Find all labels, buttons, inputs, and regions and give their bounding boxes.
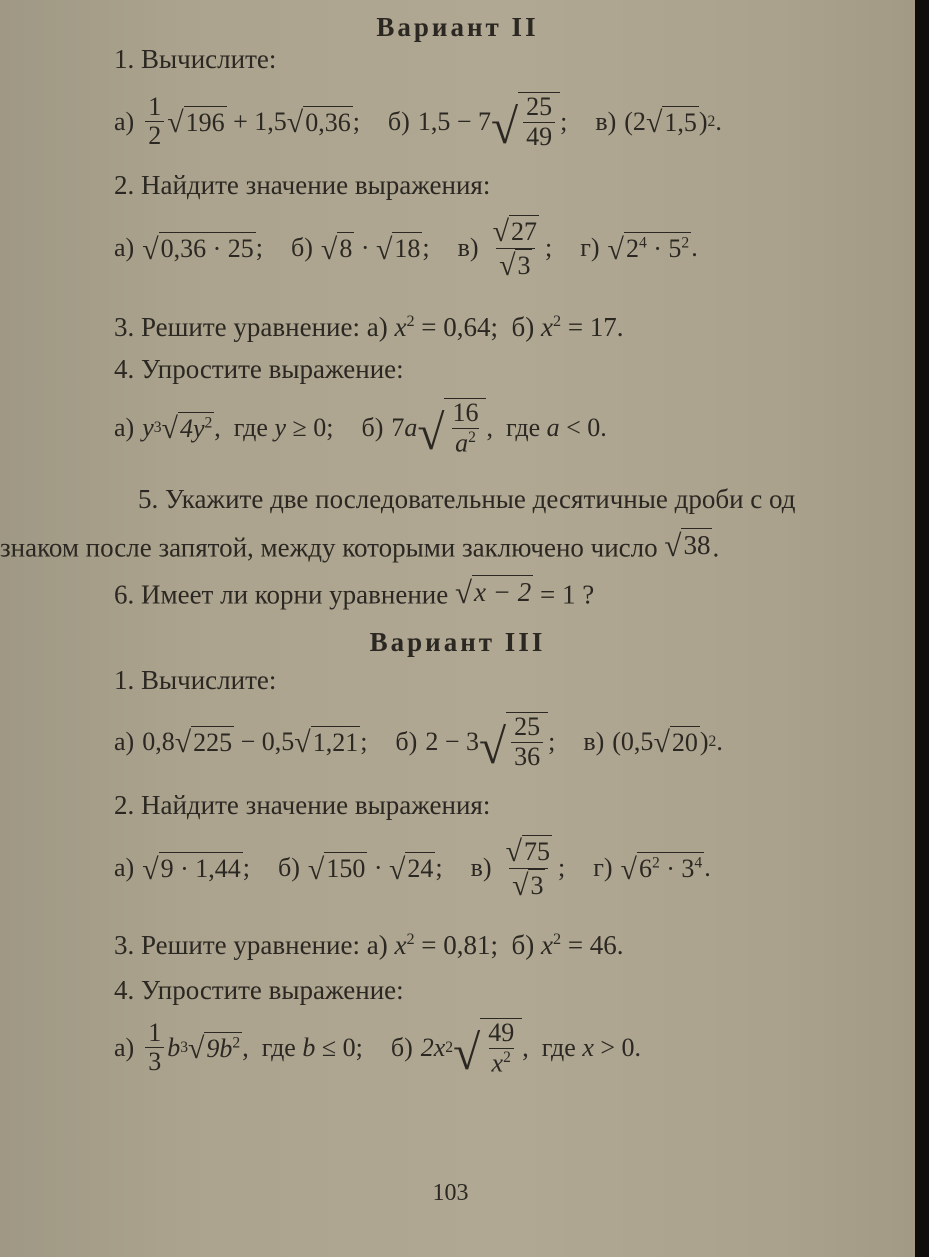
v2-task1-items xyxy=(114,91,915,154)
radical: √ 225 xyxy=(174,725,233,759)
v3-task1-c: в) (0,5 √ 20 ) 2 . xyxy=(583,725,723,759)
v3-task4-items xyxy=(114,1017,915,1081)
radical: √ 38 xyxy=(664,528,711,564)
radical: √ 150 xyxy=(307,852,366,886)
v3-task4-b: б) 2x 2 √ $\frac{49}{x^2}$ , где x > 0. xyxy=(390,1018,642,1081)
page-number: 103 xyxy=(432,1180,469,1206)
radical: √ 24 xyxy=(388,852,434,886)
v2-task2-c: в) √ 27 √ 3 ; xyxy=(457,215,553,283)
v2-task2-b: б) √ 8 · √ 18 ; xyxy=(291,232,430,266)
v2-task4-b: б) 7 a √ $\frac{16}{a^2}$ , где a < 0. xyxy=(361,398,607,461)
radical: √ $9b^2$ xyxy=(188,1032,241,1066)
radical: √ 20 xyxy=(653,725,698,759)
variant-2-title: Вариант II xyxy=(376,12,539,42)
radical: √ 8 xyxy=(320,232,353,266)
v3-task2-d: г) √ $6^2 \cdot 3^4$ . xyxy=(593,852,711,886)
v3-task2-b: б) √ 150 · √ 24 ; xyxy=(278,852,443,886)
v2-task3: 3. Решите уравнение: а) $x^2 = 0,64$; б) $x^2 = 17$. xyxy=(114,312,624,342)
v2-task1-c: в) (2 √ 1,5 ) 2 . xyxy=(595,105,722,139)
radical: √ $\frac{25}{36}$ xyxy=(479,712,548,771)
v2-task1-b: б) 1,5 − 7 √ $\frac{25}{49}$ ; xyxy=(387,92,568,154)
radical: √ 1,21 xyxy=(294,725,359,759)
v3-task2-heading: 2. Найдите значение выражения: xyxy=(114,790,491,820)
v2-task1-a: а) $\frac{1}{2}$ √ 196 + 1,5 √ 0,36 ; xyxy=(114,91,360,151)
radical: √ 0,36 xyxy=(286,105,351,139)
v2-task5-line2: знаком после запятой, между которыми заключено число √ 38 . xyxy=(0,528,720,564)
radical: √ 1,5 xyxy=(645,105,697,139)
radical: √ $\frac{16}{a^2}$ xyxy=(417,398,486,458)
fraction: $\frac{1}{3}$ xyxy=(145,1019,164,1077)
v3-task1-items xyxy=(114,712,915,774)
v3-task2-c: в) √ 75 √ 3 ; xyxy=(470,835,566,903)
radical: √ 196 xyxy=(167,105,225,139)
v3-task2-a: а) √ 9 · 1,44 ; xyxy=(114,852,251,886)
v2-task4-a: а) y 3 √ $4y^2$ , где y ≥ 0; xyxy=(114,412,334,446)
v2-task4-heading: 4. Упростите выражение: xyxy=(114,354,404,384)
v2-task2-heading: 2. Найдите значение выражения: xyxy=(114,170,491,200)
v3-task4-heading: 4. Упростите выражение: xyxy=(114,975,404,1005)
v3-task1-heading: 1. Вычислите: xyxy=(114,665,277,695)
v2-task1-heading: 1. Вычислите: xyxy=(114,44,277,74)
v2-task2-d: г) √ $2^4 \cdot 5^2$ . xyxy=(580,232,698,266)
v2-task2-a: а) √ 0,36 · 25 ; xyxy=(114,232,264,266)
v3-task4-a: а) $\frac{1}{3}$ b 3 √ $9b^2$ , где b ≤ 0; xyxy=(114,1017,363,1077)
radical: √ 0,36 · 25 xyxy=(142,232,254,266)
radical: √ $\frac{25}{49}$ xyxy=(491,92,560,151)
v2-task5-line1: 5. Укажите две последовательные десятичные дроби с од xyxy=(138,484,796,514)
radical: √ x − 2 xyxy=(454,575,532,611)
radical: √ 18 xyxy=(375,232,421,266)
page-edge-shadow xyxy=(915,0,929,1257)
v2-task4-items xyxy=(114,398,915,461)
variant-3-title: Вариант III xyxy=(369,627,546,657)
v2-task2-items xyxy=(114,215,915,282)
v3-task2-items xyxy=(114,835,915,902)
v3-task3: 3. Решите уравнение: а) $x^2 = 0,81$; б) $x^2 = 46$. xyxy=(114,930,624,960)
radical: √ $6^2 \cdot 3^4$ xyxy=(620,852,703,886)
radical: √ $4y^2$ xyxy=(161,412,213,446)
radical: √ $\frac{49}{x^2}$ xyxy=(453,1018,522,1078)
radical: √ 9 · 1,44 xyxy=(142,852,241,886)
radical: √ $2^4 \cdot 5^2$ xyxy=(607,232,690,266)
v3-task1-b: б) 2 − 3 √ $\frac{25}{36}$ ; xyxy=(395,712,556,774)
fraction: $\frac{1}{2}$ xyxy=(145,93,164,151)
v2-task6: 6. Имеет ли корни уравнение √ x − 2 = 1 ? xyxy=(114,575,595,611)
v3-task1-a: а) 0,8 √ 225 − 0,5 √ 1,21 ; xyxy=(114,725,368,759)
